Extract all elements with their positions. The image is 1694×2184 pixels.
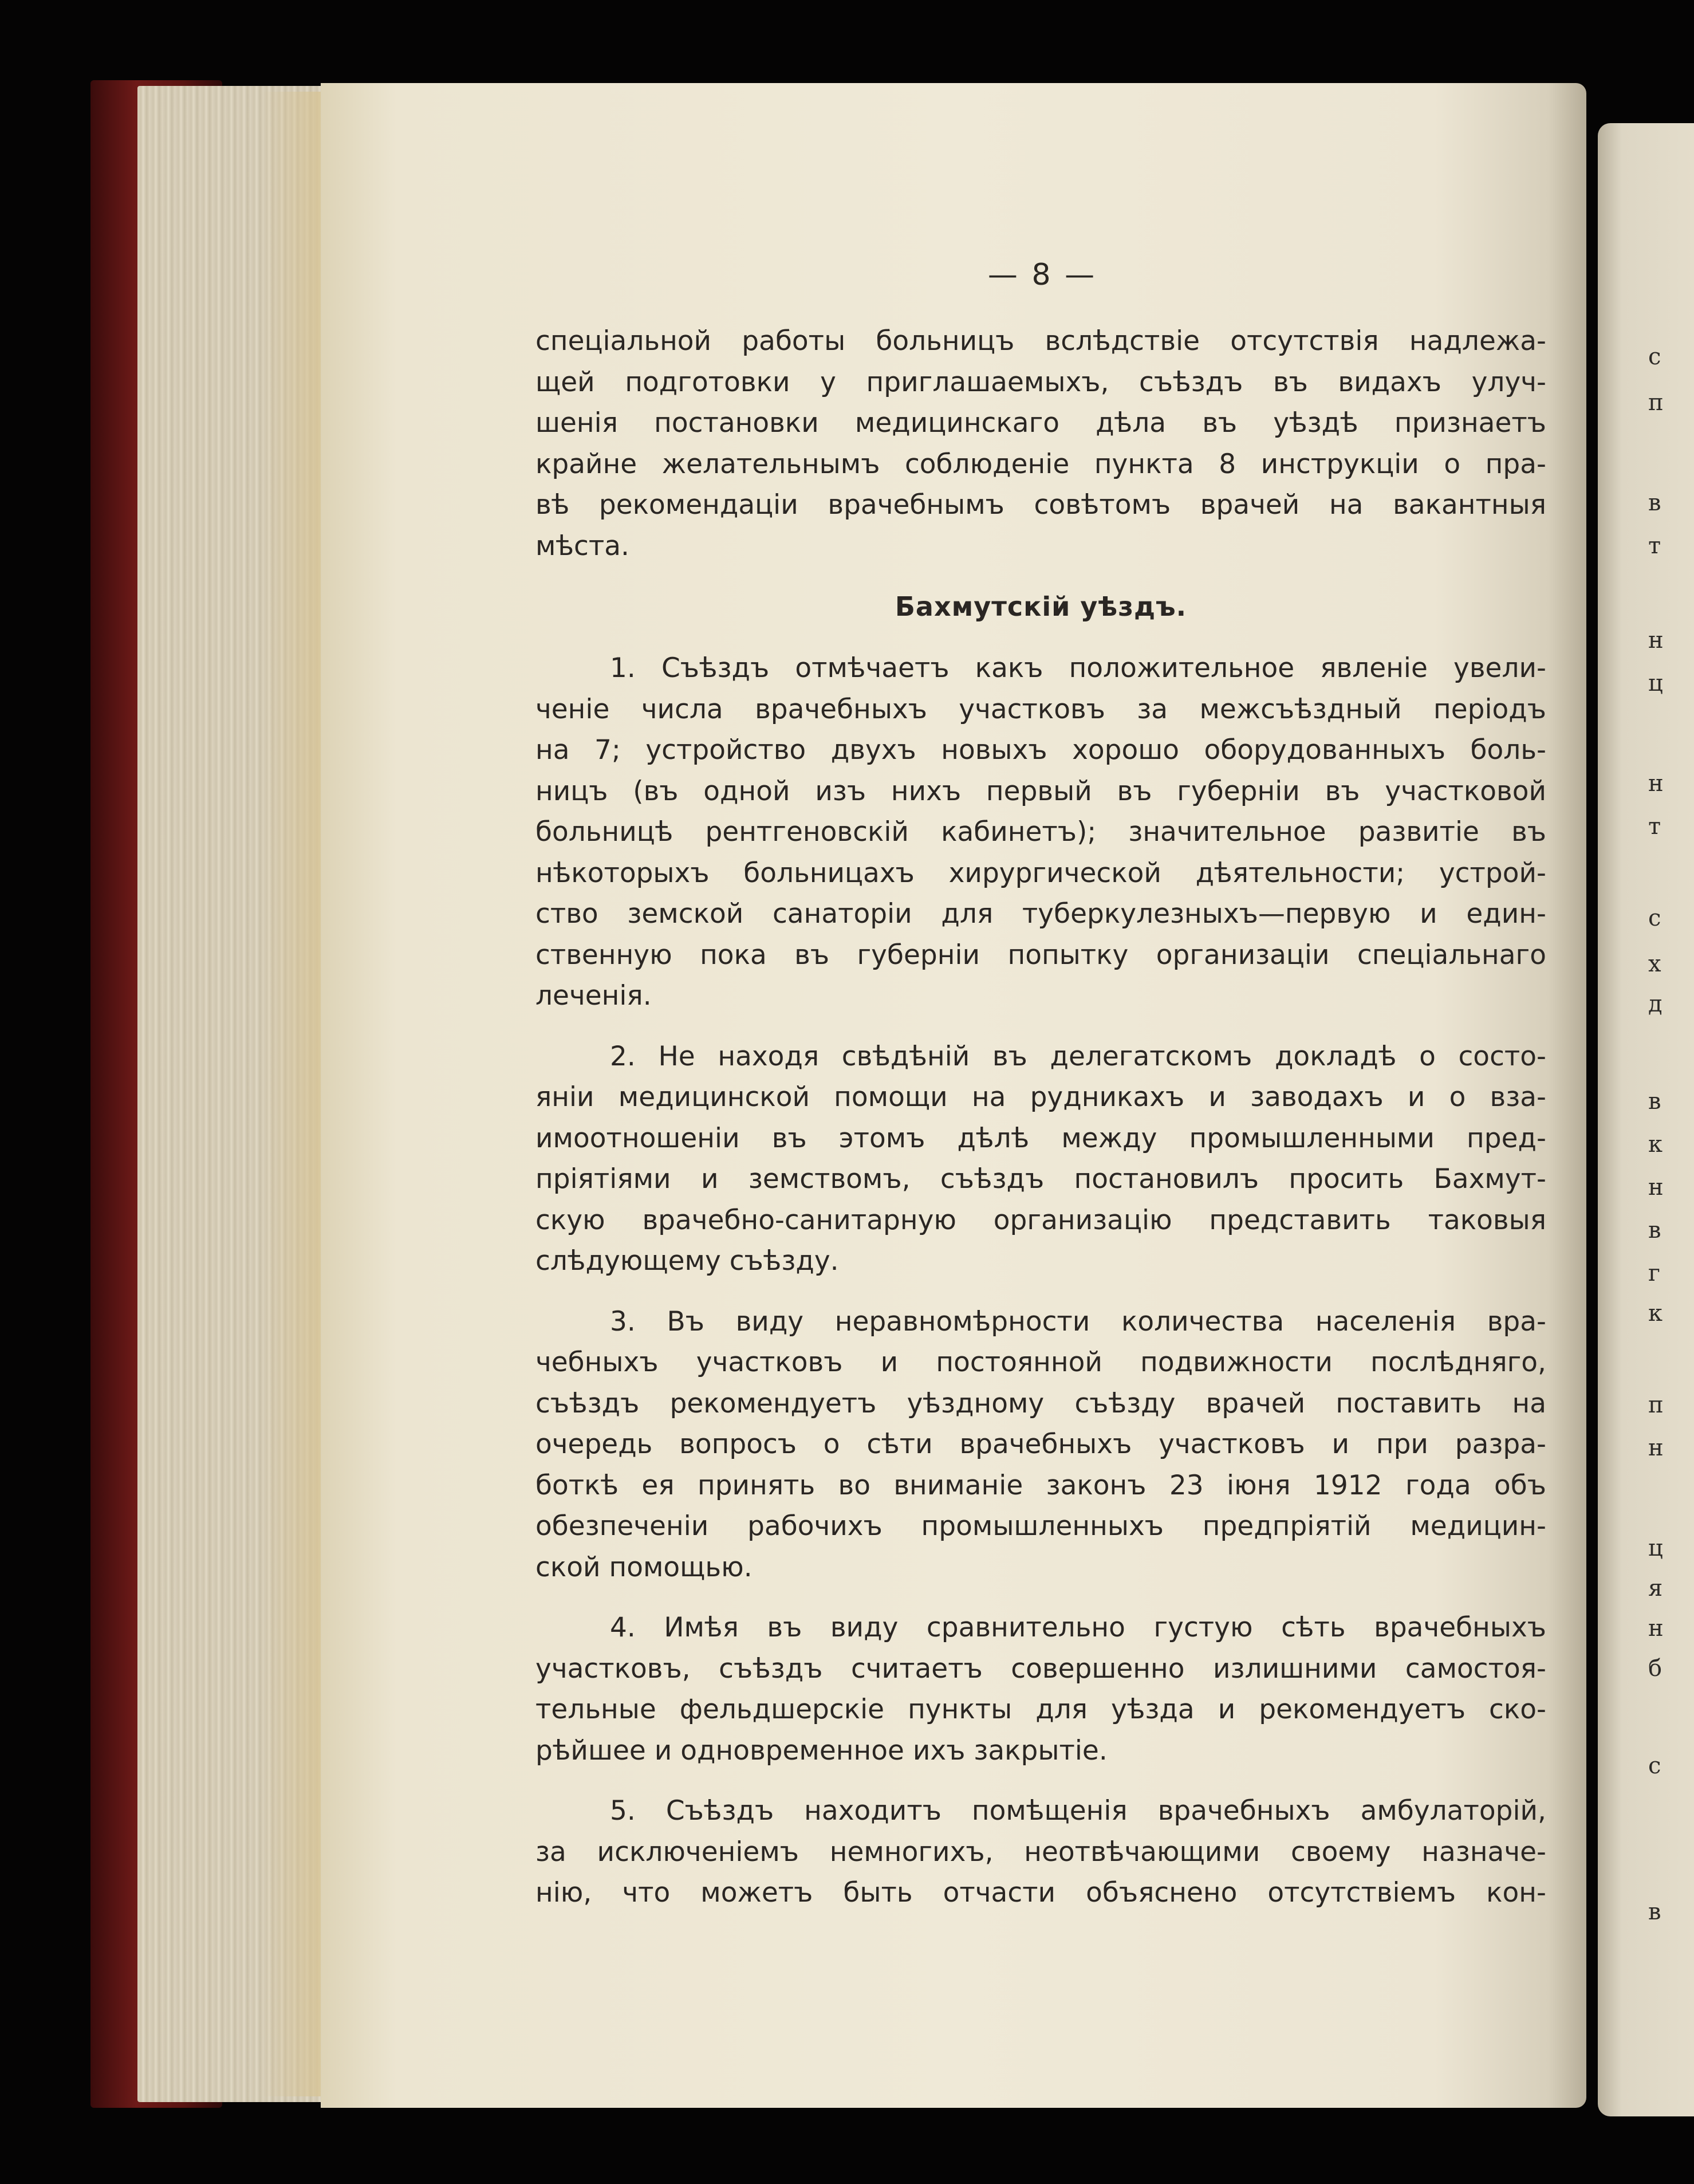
- text-line: чебныхъ участковъ и постоянной подвижности послѣдняго,: [535, 1347, 1546, 1378]
- paragraph-gap: [535, 1282, 1546, 1301]
- text-line: ственную пока въ губерніи попытку организаціи спеціальнаго: [535, 939, 1546, 971]
- margin-letter: в: [1648, 490, 1661, 516]
- margin-letter: с: [1648, 344, 1661, 370]
- text-line: обезпеченіи рабочихъ промышленныхъ предпріятій медицин-: [535, 1510, 1546, 1542]
- margin-letter: п: [1648, 389, 1664, 416]
- text-line: на 7; устройство двухъ новыхъ хорошо оборудованныхъ боль-: [535, 734, 1546, 766]
- text-line: 5. Съѣздъ находитъ помѣщенія врачебныхъ амбулаторій,: [610, 1795, 1546, 1827]
- intro-paragraph: [535, 321, 1546, 566]
- margin-letter: п: [1648, 1392, 1664, 1418]
- text-line: больницѣ рентгеновскій кабинетъ); значительное развитіе въ: [535, 816, 1546, 848]
- paragraph-gap: [535, 1017, 1546, 1036]
- text-line: ство земской санаторіи для туберкулезныхъ—первую и един-: [535, 898, 1546, 930]
- margin-letter: ц: [1648, 1535, 1663, 1561]
- margin-letter: с: [1648, 905, 1661, 931]
- text-line: за исключеніемъ немногихъ, неотвѣчающими своему назначе-: [535, 1836, 1546, 1868]
- margin-letter: т: [1648, 533, 1661, 559]
- numbered-paragraph: [535, 648, 1546, 1017]
- margin-letter: г: [1648, 1260, 1660, 1286]
- text-line: боткѣ ея принять во вниманіе законъ 23 іюня 1912 года объ: [535, 1469, 1546, 1501]
- paragraph-gap: [535, 1588, 1546, 1607]
- text-line: ченіе числа врачебныхъ участковъ за межсъѣздный періодъ: [535, 693, 1546, 725]
- margin-letter: в: [1648, 1088, 1661, 1115]
- margin-letter: к: [1648, 1300, 1663, 1327]
- text-line: 3. Въ виду неравномѣрности количества населенія вра-: [610, 1305, 1546, 1337]
- text-line: крайне желательнымъ соблюденіе пункта 8 инструкціи о пра-: [535, 448, 1546, 480]
- text-line: тельные фельдшерскіе пункты для уѣзда и рекомендуетъ ско-: [535, 1694, 1546, 1725]
- text-line: очередь вопросъ о сѣти врачебныхъ участковъ и при разра-: [535, 1429, 1546, 1460]
- text-line: 1. Съѣздъ отмѣчаетъ какъ положительное явленіе увели-: [610, 652, 1546, 684]
- margin-letter: н: [1648, 627, 1664, 654]
- section-heading: Бахмутскій уѣздъ.: [895, 591, 1187, 622]
- margin-letter: в: [1648, 1217, 1661, 1243]
- text-line: имоотношеніи въ этомъ дѣлѣ между промышленными пред-: [535, 1122, 1546, 1154]
- text-line: щей подготовки у приглашаемыхъ, съѣздъ въ видахъ улуч-: [535, 366, 1546, 398]
- page-text: [535, 321, 1546, 1914]
- numbered-paragraph: [535, 1791, 1546, 1914]
- margin-letter: к: [1648, 1131, 1663, 1158]
- text-line: 2. Не находя свѣдѣній въ делегатскомъ докладѣ о состо-: [610, 1040, 1546, 1072]
- text-line: нѣкоторыхъ больницахъ хирургической дѣятельности; устрой-: [535, 857, 1546, 889]
- text-line: слѣдующему съѣзду.: [535, 1245, 839, 1277]
- page-edge-shade: [261, 92, 324, 2096]
- text-line: скую врачебно-санитарную организацію представить таковыя: [535, 1204, 1546, 1236]
- margin-letter: н: [1648, 770, 1664, 797]
- margin-letter: т: [1648, 813, 1661, 840]
- page-number: — 8 —: [987, 258, 1097, 292]
- text-line: участковъ, съѣздъ считаетъ совершенно излишними самостоя-: [535, 1652, 1546, 1685]
- text-line: рѣйшее и одновременное ихъ закрытіе.: [535, 1734, 1108, 1766]
- text-line: 4. Имѣя въ виду сравнительно густую сѣть врачебныхъ: [610, 1612, 1546, 1643]
- margin-letter: я: [1648, 1575, 1663, 1601]
- paragraph-gap: [535, 1771, 1546, 1791]
- margin-letter: ц: [1648, 670, 1663, 696]
- margin-letter: в: [1648, 1899, 1661, 1925]
- text-line: пріятіями и земствомъ, съѣздъ постановилъ просить Бахмут-: [535, 1163, 1546, 1195]
- text-line: ской помощью.: [535, 1551, 753, 1583]
- margin-letter: х: [1648, 951, 1661, 977]
- margin-letter: н: [1648, 1174, 1664, 1201]
- text-line: нію, что можетъ быть отчасти объяснено отсутствіемъ кон-: [535, 1877, 1546, 1908]
- margin-letter: д: [1648, 991, 1663, 1017]
- margin-letter: н: [1648, 1615, 1664, 1642]
- text-line: съѣздъ рекомендуетъ уѣздному съѣзду врачей поставить на: [535, 1387, 1546, 1419]
- text-line: спеціальной работы больницъ вслѣдствіе отсутствія надлежа-: [535, 325, 1546, 357]
- text-line: шенія постановки медицинскаго дѣла въ уѣздѣ признаетъ: [535, 407, 1546, 439]
- text-line: вѣ рекомендаціи врачебнымъ совѣтомъ врачей на вакантныя: [535, 489, 1546, 521]
- numbered-paragraph: [535, 1301, 1546, 1588]
- text-line: яніи медицинской помощи на рудникахъ и заводахъ и о вза-: [535, 1081, 1546, 1113]
- margin-letter: н: [1648, 1435, 1664, 1461]
- next-page-sliver: [1598, 123, 1694, 2116]
- margin-letter: с: [1648, 1753, 1661, 1779]
- margin-letter: б: [1648, 1655, 1663, 1682]
- text-line: мѣста.: [535, 530, 629, 562]
- section-paragraphs: [535, 648, 1546, 1914]
- text-line: ницъ (въ одной изъ нихъ первый въ губерніи въ участковой: [535, 775, 1546, 807]
- text-line: леченія.: [535, 980, 652, 1012]
- numbered-paragraph: [535, 1036, 1546, 1282]
- numbered-paragraph: [535, 1607, 1546, 1771]
